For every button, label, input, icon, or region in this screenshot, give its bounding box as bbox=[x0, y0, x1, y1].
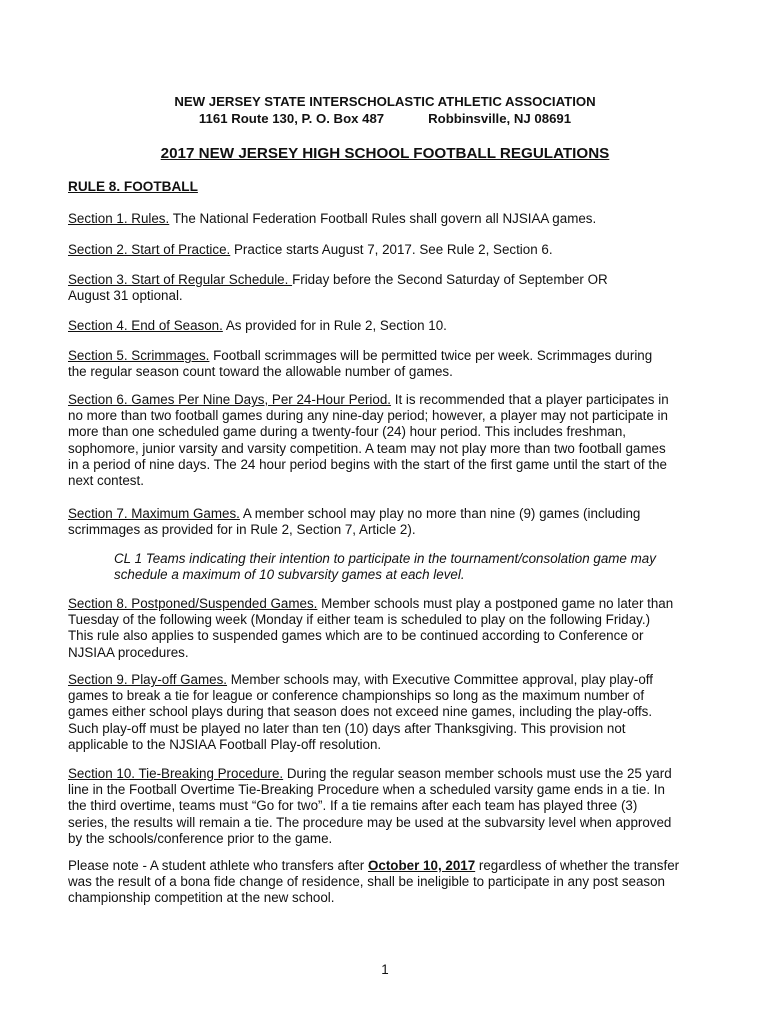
section-6-text: It is recommended that a player participates in no more than two football games during any nine-day period; however, a player may not participate in more than one scheduled game during a twenty-four (24) hour period. This includes freshman, sophomore, junior varsity and varsity competition. A team may not play more than two football games in a period of nine days. The 24 hour period begins with the start of the first game until the start of the next contest. bbox=[68, 392, 669, 489]
section-9-label: Section 9. Play-off Games. bbox=[68, 672, 228, 687]
section-3-text: Friday before the Second Saturday of September OR August 31 optional. bbox=[68, 272, 608, 304]
section-7-label: Section 7. Maximum Games. bbox=[68, 506, 240, 521]
section-10-label: Section 10. Tie-Breaking Procedure. bbox=[68, 766, 284, 781]
org-address bbox=[0, 111, 770, 126]
section-4-text: As provided for in Rule 2, Section 10. bbox=[222, 318, 447, 333]
section-8-text: Member schools must play a postponed game no later than Tuesday of the following week (Monday if either team is scheduled to play on the following Friday.) This rule also applies to suspended games which are to be continued according to Conference or NJSIAA procedures. bbox=[68, 596, 674, 660]
section-8-label: Section 8. Postponed/Suspended Games. bbox=[68, 596, 318, 611]
section-3 bbox=[68, 272, 708, 304]
section-7 bbox=[68, 506, 708, 538]
section-5-text: Football scrimmages will be permitted twice per week. Scrimmages during the regular season count toward the allowable number of games. bbox=[68, 348, 653, 380]
transfer-note-prefix: Please note - A student athlete who transfers after bbox=[68, 858, 368, 873]
org-name: NEW JERSEY STATE INTERSCHOLASTIC ATHLETIC ASSOCIATION bbox=[174, 94, 596, 109]
cl1-note: CL 1 Teams indicating their intention to participate in the tournament/consolation game may schedule a maximum of 10 subvarsity games at each level. bbox=[114, 551, 656, 583]
section-6-label: Section 6. Games Per Nine Days, Per 24-Hour Period. bbox=[68, 392, 392, 407]
page-number: 1 bbox=[381, 962, 389, 977]
section-10-text: During the regular season member schools must use the 25 yard line in the Football Overtime Tie-Breaking Procedure when a scheduled varsity game ends in a tie. In the third overtime, teams must “Go for two”. If a tie remains after each team has played three (3) series, the results will remain a tie. The procedure may be used at the subvarsity level when approved by the schools/conference prior to the game. bbox=[68, 766, 672, 846]
section-2-label: Section 2. Start of Practice. bbox=[68, 242, 231, 257]
rule-heading: RULE 8. FOOTBALL bbox=[68, 179, 198, 194]
transfer-note-suffix: regardless of whether the transfer was the result of a bona fide change of residence, shall be ineligible to participate in any post season championship competition at the new school. bbox=[68, 858, 680, 906]
section-7-text: A member school may play no more than nine (9) games (including scrimmages as provided for in Rule 2, Section 7, Article 2). bbox=[68, 506, 641, 538]
section-3-label: Section 3. Start of Regular Schedule. bbox=[68, 272, 293, 287]
section-4-label: Section 4. End of Season. bbox=[68, 318, 223, 333]
section-1-label: Section 1. Rules. bbox=[68, 211, 170, 226]
section-2-text: Practice starts August 7, 2017. See Rule 2, Section 6. bbox=[230, 242, 553, 257]
page-title: 2017 NEW JERSEY HIGH SCHOOL FOOTBALL REGULATIONS bbox=[160, 145, 610, 162]
city-state-zip: Robbinsville, NJ 08691 bbox=[428, 111, 572, 126]
transfer-deadline-date: October 10, 2017 bbox=[367, 858, 476, 873]
street-address: 1161 Route 130, P. O. Box 487 bbox=[198, 111, 385, 126]
section-1 bbox=[68, 211, 708, 227]
section-10 bbox=[68, 766, 708, 847]
section-9-text: Member schools may, with Executive Committee approval, play play-off games to break a tie for league or conference championships so long as the maximum number of games either school plays during that season does not exceed nine games, including the play-offs. Such play-off must be played no later than ten (10) days after Thanksgiving. This provision not applicable to the NJSIAA Football Play-off resolution. bbox=[68, 672, 653, 752]
section-5-label: Section 5. Scrimmages. bbox=[68, 348, 210, 363]
section-6 bbox=[68, 392, 708, 489]
section-2 bbox=[68, 242, 708, 258]
section-5 bbox=[68, 348, 708, 380]
section-1-text: The National Federation Football Rules shall govern all NJSIAA games. bbox=[169, 211, 597, 226]
section-4 bbox=[68, 318, 708, 334]
transfer-note bbox=[68, 858, 708, 907]
section-8 bbox=[68, 596, 708, 661]
section-9 bbox=[68, 672, 708, 753]
